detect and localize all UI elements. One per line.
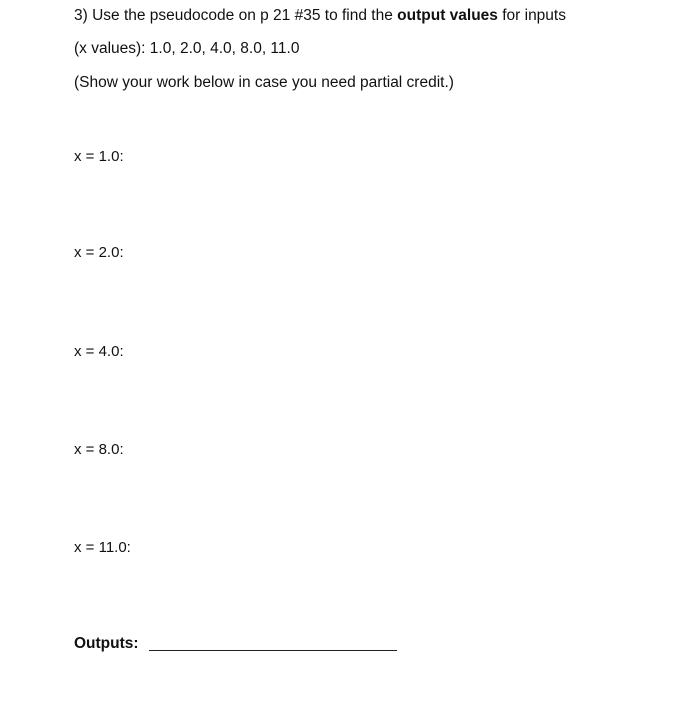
input-label-x4: x = 4.0: (74, 343, 124, 360)
question-line-2: (x values): 1.0, 2.0, 4.0, 8.0, 11.0 (74, 40, 300, 57)
question-line-1 (74, 6, 566, 26)
input-label-x11: x = 11.0: (74, 539, 131, 556)
input-label-x2: x = 2.0: (74, 244, 124, 261)
question-text-end: for inputs (497, 7, 566, 24)
input-label-x8: x = 8.0: (74, 441, 124, 458)
question-text-bold: output values (397, 7, 498, 24)
question-line-3: (Show your work below in case you need partial credit.) (74, 74, 454, 91)
outputs-answer-line[interactable] (149, 635, 397, 651)
outputs-label: Outputs: (74, 635, 139, 652)
question-text-start: 3) Use the pseudocode on p 21 #35 to find the (74, 7, 398, 24)
outputs-row (74, 634, 397, 654)
input-label-x1: x = 1.0: (74, 148, 124, 165)
